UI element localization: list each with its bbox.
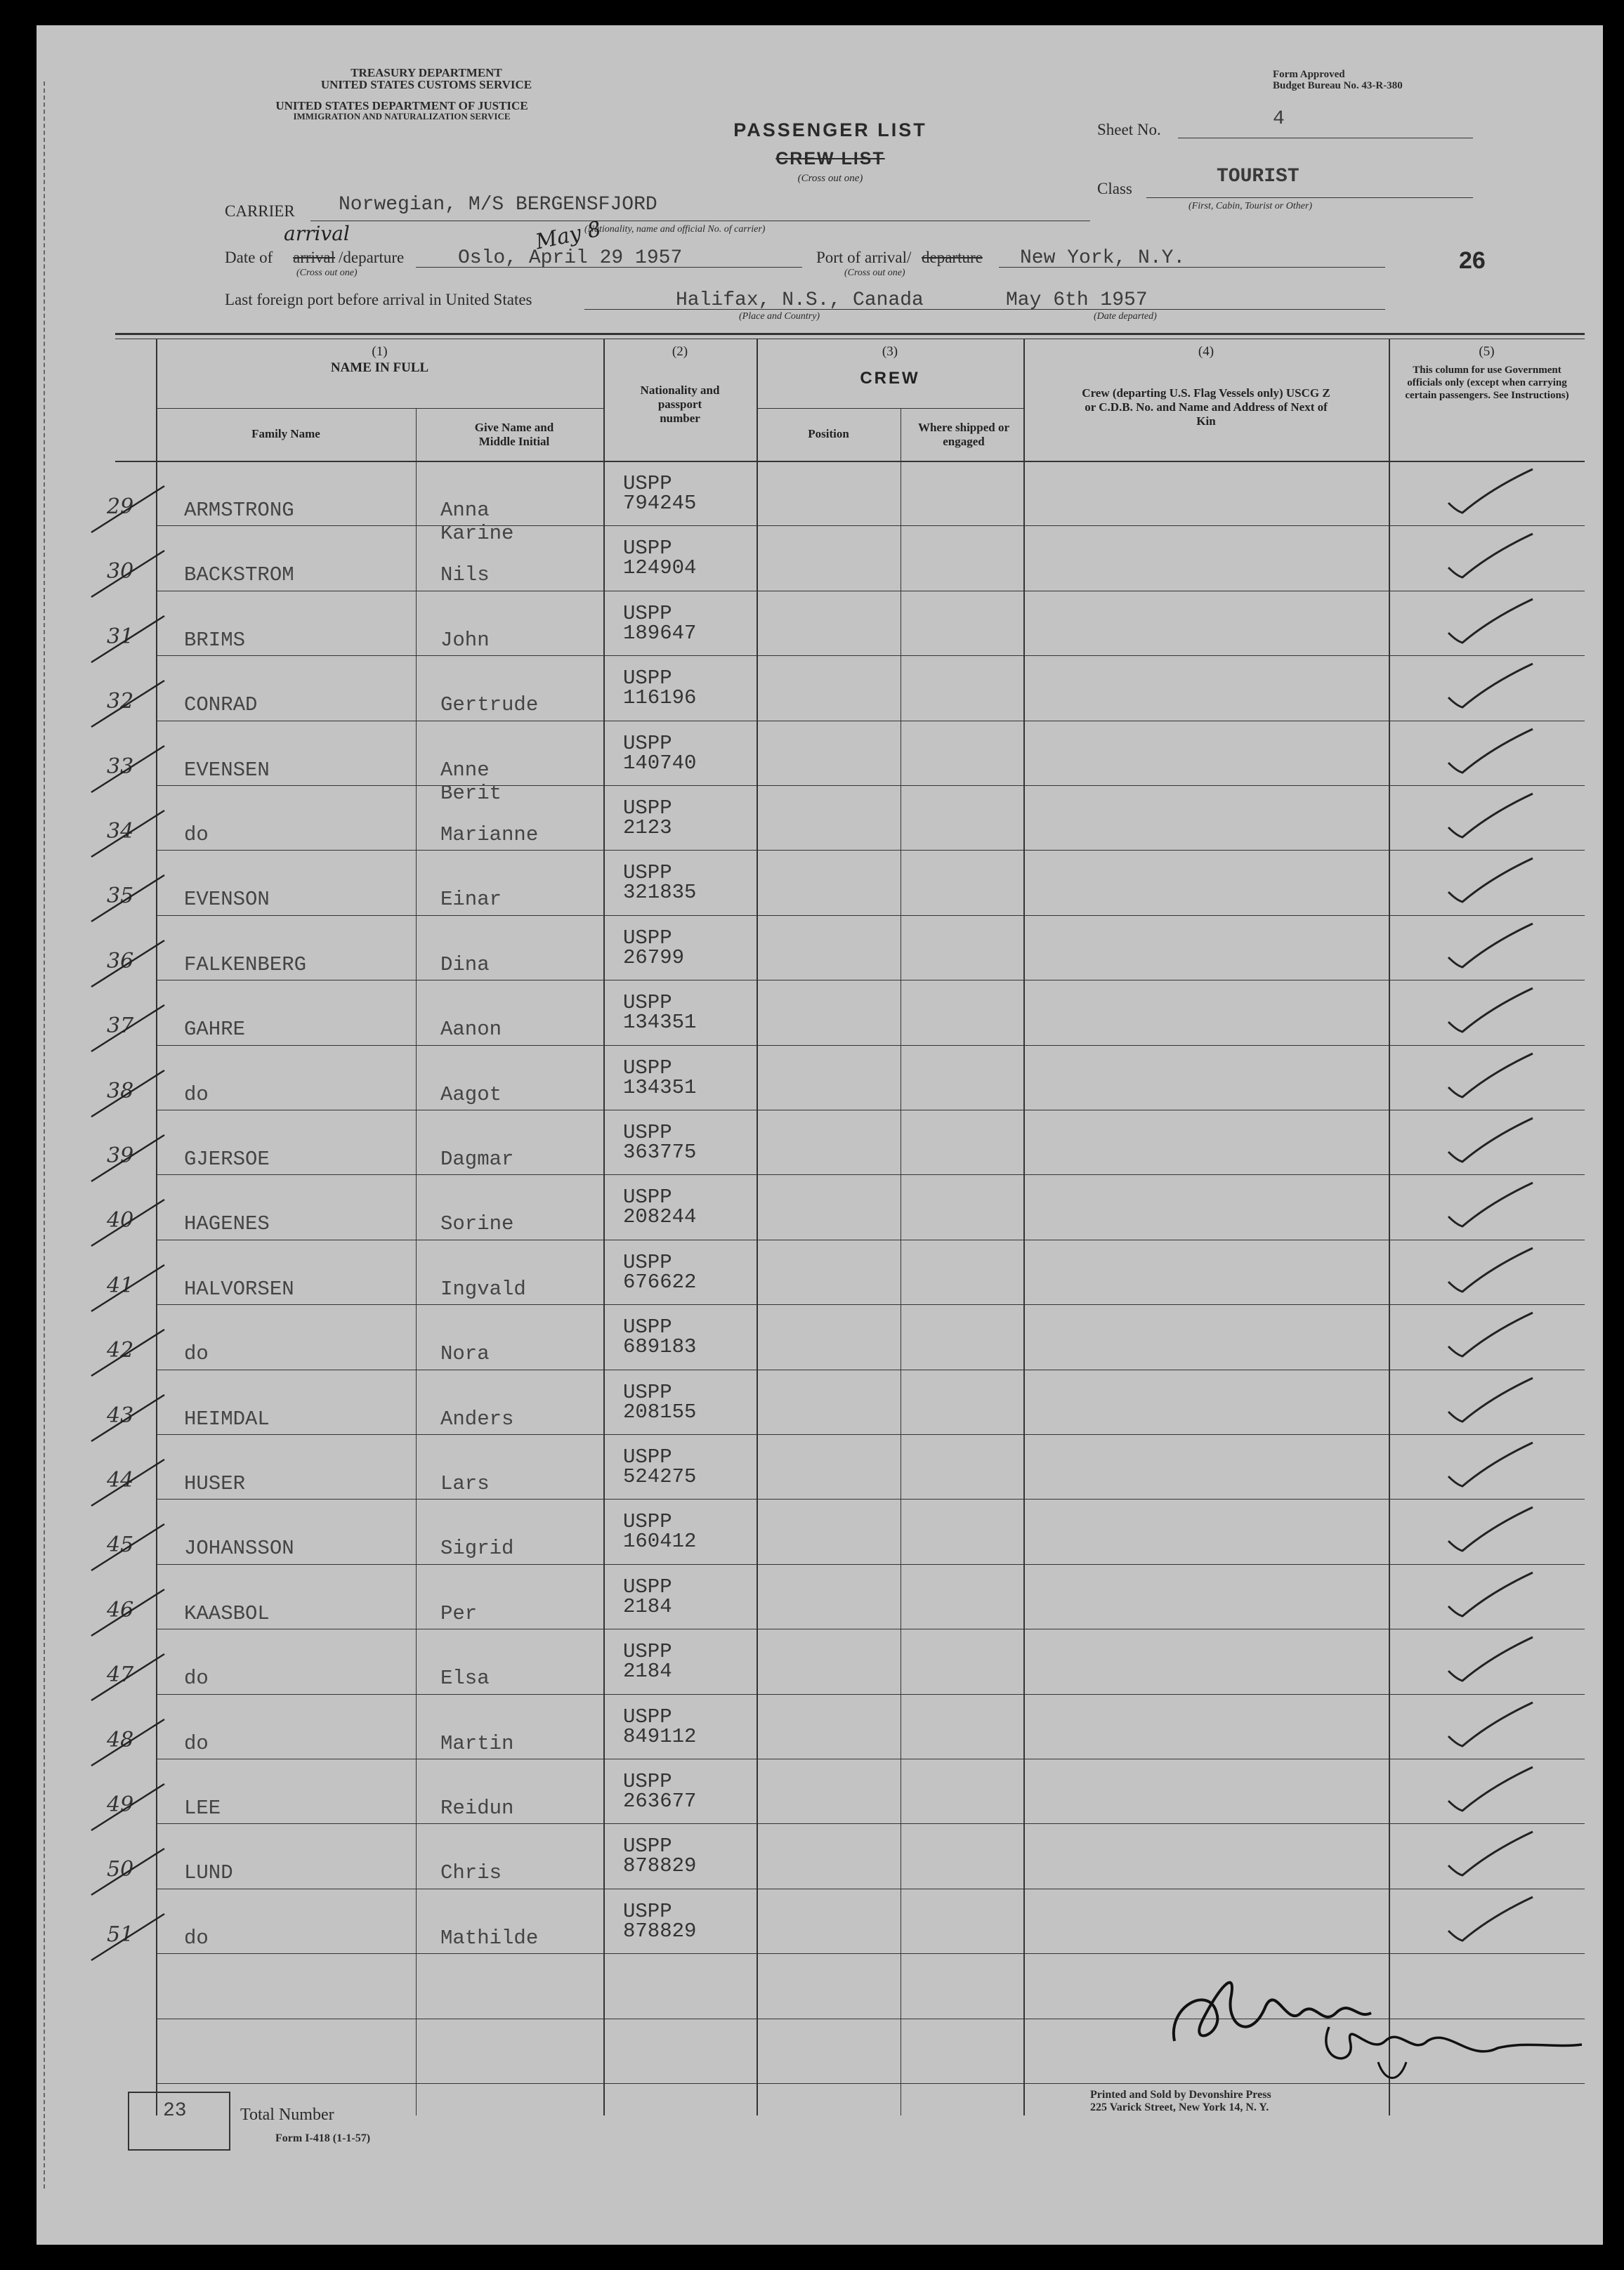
passport-number: 2184	[623, 1594, 672, 1618]
date-departed-note: (Date departed)	[1094, 311, 1157, 322]
last-port-label: Last foreign port before arrival in United States	[225, 291, 532, 308]
row-number: 33	[107, 754, 134, 779]
col-line-f	[1023, 339, 1025, 2115]
port-departure-struck: departure	[922, 249, 983, 266]
family-name: do	[184, 1926, 209, 1950]
row-number: 30	[107, 559, 134, 584]
row-number-tick-mark	[86, 742, 170, 798]
last-port-note: (Place and Country)	[739, 311, 820, 322]
family-name: EVENSON	[184, 888, 270, 912]
check-mark-icon	[1434, 1441, 1540, 1497]
passport-type: USPP	[623, 1575, 672, 1599]
family-name: do	[184, 1082, 209, 1106]
budget-bureau: Budget Bureau No. 43-R-380	[1273, 80, 1403, 91]
class-underline	[1146, 197, 1473, 198]
port-note: (Cross out one)	[844, 268, 905, 278]
passport-number: 321835	[623, 881, 697, 905]
given-name: Dina	[440, 952, 490, 976]
passport-type: USPP	[623, 796, 672, 820]
passport-type: USPP	[623, 1316, 672, 1339]
family-name: HAGENES	[184, 1212, 270, 1236]
family-name: LEE	[184, 1797, 221, 1820]
check-mark-icon	[1434, 662, 1540, 719]
carrier-note: (Nationality, name and official No. of carrier)	[584, 224, 766, 235]
row-number: 35	[107, 884, 134, 909]
check-mark-icon	[1434, 1377, 1540, 1433]
check-mark-icon	[1434, 1571, 1540, 1627]
passport-type: USPP	[623, 731, 672, 755]
given-name: Sorine	[440, 1212, 514, 1236]
date-handwritten-may: May 8	[533, 216, 603, 255]
check-mark-icon	[1434, 468, 1540, 524]
date-note: (Cross out one)	[296, 268, 358, 278]
row-number: 43	[107, 1403, 134, 1428]
check-mark-icon	[1434, 792, 1540, 848]
printer-line-1: Printed and Sold by Devonshire Press	[1090, 2089, 1271, 2101]
family-name: CONRAD	[184, 693, 258, 717]
row-rule	[156, 850, 1585, 851]
col-shipped-header: Where shipped or engaged	[917, 421, 1010, 448]
row-number: 36	[107, 948, 134, 973]
family-name: HALVORSEN	[184, 1277, 294, 1301]
sheet-label: Sheet No.	[1097, 121, 1161, 138]
row-number-tick-mark	[86, 1715, 170, 1771]
row-number-tick-mark	[86, 676, 170, 733]
passport-type: USPP	[623, 537, 672, 560]
given-name: Per	[440, 1601, 478, 1625]
passport-type: USPP	[623, 1835, 672, 1858]
date-arrival-struck: arrival	[293, 249, 336, 266]
passport-number: 208155	[623, 1400, 697, 1424]
check-mark-icon	[1434, 1181, 1540, 1238]
passport-type: USPP	[623, 472, 672, 495]
date-value: Oslo, April 29 1957	[458, 247, 683, 269]
carrier-label: CARRIER	[225, 202, 295, 220]
given-name: Anne Berit	[440, 758, 502, 805]
row-number: 29	[107, 494, 134, 519]
carrier-value: Norwegian, M/S BERGENSFJORD	[339, 194, 657, 216]
given-name: Marianne	[440, 823, 539, 846]
check-mark-icon	[1434, 1311, 1540, 1367]
check-mark-icon	[1434, 1636, 1540, 1692]
family-name: do	[184, 1342, 209, 1366]
title-note: (Cross out one)	[797, 173, 863, 184]
passport-type: USPP	[623, 1445, 672, 1469]
given-name: Dagmar	[440, 1148, 514, 1171]
row-rule	[156, 785, 1585, 786]
given-name: Elsa	[440, 1667, 490, 1691]
passport-type: USPP	[623, 1121, 672, 1144]
row-number-tick-mark	[86, 1910, 170, 1966]
date-departed-value: May 6th 1957	[1006, 289, 1148, 311]
row-number-tick-mark	[86, 806, 170, 862]
passport-type: USPP	[623, 1056, 672, 1080]
printer-line-2: 225 Varick Street, New York 14, N. Y.	[1090, 2101, 1269, 2113]
given-name: Martin	[440, 1731, 514, 1755]
family-name: HUSER	[184, 1472, 246, 1495]
col-line-b	[416, 408, 417, 2115]
col5-num: (5)	[1479, 344, 1495, 359]
row-number: 49	[107, 1792, 134, 1817]
agency-line-3: UNITED STATES DEPARTMENT OF JUSTICE	[275, 99, 528, 112]
row-rule	[156, 1564, 1585, 1565]
row-number: 45	[107, 1533, 134, 1558]
passport-number: 134351	[623, 1075, 697, 1099]
col1-num: (1)	[372, 344, 388, 359]
row-number: 38	[107, 1078, 134, 1103]
family-name: GAHRE	[184, 1018, 246, 1042]
passport-type: USPP	[623, 991, 672, 1015]
row-number-tick-mark	[86, 1455, 170, 1511]
row-number-tick-mark	[86, 1131, 170, 1187]
check-mark-icon	[1434, 728, 1540, 784]
port-label: Port of arrival/	[816, 249, 912, 266]
passport-number: 208244	[623, 1205, 697, 1229]
row-number: 48	[107, 1727, 134, 1752]
passport-number: 26799	[623, 945, 685, 969]
col5-title: This column for use Government officials only (except when carrying certain passengers. See Instructions)	[1405, 365, 1569, 401]
check-mark-icon	[1434, 987, 1540, 1043]
col-line-c	[603, 339, 605, 2115]
col2-num: (2)	[672, 344, 688, 359]
check-mark-icon	[1434, 1117, 1540, 1173]
row-number-tick-mark	[86, 1391, 170, 1447]
given-name: Lars	[440, 1472, 490, 1495]
row-number-tick-mark	[86, 1650, 170, 1706]
header-bottom-rule	[115, 461, 1585, 462]
family-name: GJERSOE	[184, 1148, 270, 1171]
given-name: Anna Karine	[440, 499, 514, 545]
row-rule	[156, 1174, 1585, 1175]
check-mark-icon	[1434, 1247, 1540, 1303]
passport-number: 124904	[623, 556, 697, 580]
family-name: do	[184, 1667, 209, 1691]
family-name: KAASBOL	[184, 1601, 270, 1625]
row-number: 50	[107, 1857, 134, 1882]
family-name: FALKENBERG	[184, 952, 307, 976]
passport-number: 878829	[623, 1854, 697, 1878]
row-rule	[156, 525, 1585, 526]
row-number-tick-mark	[86, 1780, 170, 1836]
given-name: Gertrude	[440, 693, 539, 717]
given-name: Sigrid	[440, 1537, 514, 1561]
title-crew-list: CREW LIST	[775, 149, 885, 169]
passport-number: 676622	[623, 1270, 697, 1294]
given-name: John	[440, 628, 490, 652]
col-given-header: Give Name and Middle Initial	[474, 421, 554, 448]
passport-type: USPP	[623, 1705, 672, 1728]
given-name: Anders	[440, 1407, 514, 1431]
row-number: 40	[107, 1208, 134, 1233]
row-number: 47	[107, 1662, 134, 1688]
check-mark-icon	[1434, 1830, 1540, 1887]
row-number-tick-mark	[86, 482, 170, 538]
family-name: LUND	[184, 1861, 233, 1885]
row-number: 31	[107, 624, 134, 649]
row-number-tick-mark	[86, 1325, 170, 1382]
family-name: BRIMS	[184, 628, 246, 652]
row-number-tick-mark	[86, 1066, 170, 1122]
row-rule	[156, 915, 1585, 916]
family-name: EVENSEN	[184, 758, 270, 782]
col-family-header: Family Name	[251, 427, 320, 440]
passport-number: 689183	[623, 1335, 697, 1359]
col-line-g	[1389, 339, 1390, 2115]
check-mark-icon	[1434, 857, 1540, 913]
date-arrival-handwritten: arrival	[284, 222, 350, 245]
agency-line-1: TREASURY DEPARTMENT	[351, 66, 502, 79]
check-mark-icon	[1434, 1052, 1540, 1108]
passport-number: 189647	[623, 621, 697, 645]
given-name: Einar	[440, 888, 502, 912]
page-number: 26	[1459, 247, 1486, 274]
row-rule	[156, 1694, 1585, 1695]
row-rule	[156, 1823, 1585, 1824]
port-value: New York, N.Y.	[1020, 247, 1186, 269]
row-number-tick-mark	[86, 1520, 170, 1576]
passport-type: USPP	[623, 861, 672, 885]
row-number: 39	[107, 1143, 134, 1168]
col1-title: NAME IN FULL	[330, 360, 429, 375]
passport-number: 849112	[623, 1724, 697, 1748]
row-number: 42	[107, 1338, 134, 1363]
check-mark-icon	[1434, 1701, 1540, 1757]
table-top-rule	[115, 333, 1585, 335]
family-name: ARMSTRONG	[184, 499, 294, 522]
row-rule	[156, 1045, 1585, 1046]
row-number-tick-mark	[86, 546, 170, 603]
passport-number: 160412	[623, 1530, 697, 1554]
total-value: 23	[163, 2100, 187, 2122]
passport-type: USPP	[623, 1770, 672, 1793]
passport-number: 140740	[623, 751, 697, 775]
last-port-value: Halifax, N.S., Canada	[676, 289, 924, 311]
given-name: Ingvald	[440, 1277, 526, 1301]
col4-title: Crew (departing U.S. Flag Vessels only) USCG Z or C.D.B. No. and Name and Address of Next of Kin	[1082, 386, 1330, 428]
agency-line-4: IMMIGRATION AND NATURALIZATION SERVICE	[293, 111, 511, 122]
passport-number: 878829	[623, 1919, 697, 1943]
date-departure: /departure	[339, 249, 405, 266]
row-number-tick-mark	[86, 1585, 170, 1641]
given-name: Mathilde	[440, 1926, 539, 1950]
passport-number: 794245	[623, 492, 697, 515]
passenger-list-document	[37, 25, 1603, 2245]
col-position-header: Position	[808, 427, 849, 440]
col2-title: Nationality and passport number	[640, 383, 720, 425]
col-line-d	[757, 339, 758, 2115]
row-number-tick-mark	[86, 612, 170, 668]
class-note: (First, Cabin, Tourist or Other)	[1188, 201, 1313, 211]
row-number: 32	[107, 689, 134, 714]
col4-num: (4)	[1198, 344, 1214, 359]
row-number-tick-mark	[86, 1195, 170, 1252]
check-mark-icon	[1434, 1766, 1540, 1822]
passport-type: USPP	[623, 1250, 672, 1274]
check-mark-icon	[1434, 1506, 1540, 1562]
row-number-tick-mark	[86, 936, 170, 992]
given-name: Aagot	[440, 1082, 502, 1106]
given-name: Chris	[440, 1861, 502, 1885]
subheader-rule-3	[757, 408, 1023, 409]
given-name: Aanon	[440, 1018, 502, 1042]
agency-line-2: UNITED STATES CUSTOMS SERVICE	[320, 78, 532, 91]
row-number: 34	[107, 819, 134, 844]
family-name: do	[184, 1731, 209, 1755]
total-label: Total Number	[240, 2106, 334, 2124]
passport-type: USPP	[623, 1380, 672, 1404]
row-number-tick-mark	[86, 871, 170, 927]
given-name: Reidun	[440, 1797, 514, 1820]
given-name: Nora	[440, 1342, 490, 1366]
family-name: BACKSTROM	[184, 563, 294, 587]
row-number: 51	[107, 1922, 134, 1947]
class-label: Class	[1097, 180, 1132, 197]
class-value: TOURIST	[1217, 166, 1299, 188]
sheet-value: 4	[1273, 108, 1285, 130]
family-name: do	[184, 823, 209, 846]
col3-title: CREW	[860, 369, 920, 388]
passport-number: 524275	[623, 1465, 697, 1488]
row-rule	[156, 655, 1585, 656]
check-mark-icon	[1434, 922, 1540, 978]
row-number-tick-mark	[86, 1261, 170, 1317]
passport-number: 116196	[623, 686, 697, 710]
row-number: 41	[107, 1273, 134, 1298]
form-approved: Form Approved	[1273, 69, 1345, 80]
passport-type: USPP	[623, 1640, 672, 1664]
passport-type: USPP	[623, 1186, 672, 1209]
title-passenger-list: PASSENGER LIST	[733, 119, 927, 140]
date-label: Date of	[225, 249, 273, 266]
row-number-tick-mark	[86, 1001, 170, 1057]
family-name: JOHANSSON	[184, 1537, 294, 1561]
row-number: 37	[107, 1013, 134, 1039]
inspector-signature	[1146, 1922, 1596, 2104]
row-rule	[156, 1304, 1585, 1305]
passport-type: USPP	[623, 1899, 672, 1923]
row-number: 44	[107, 1468, 134, 1492]
passport-number: 2123	[623, 816, 672, 839]
row-rule	[156, 1434, 1585, 1435]
row-number: 46	[107, 1597, 134, 1622]
passport-type: USPP	[623, 601, 672, 625]
family-name: HEIMDAL	[184, 1407, 270, 1431]
subheader-rule-1	[156, 408, 603, 409]
col3-num: (3)	[882, 344, 898, 359]
check-mark-icon	[1434, 532, 1540, 589]
passport-number: 134351	[623, 1011, 697, 1035]
passport-number: 2184	[623, 1660, 672, 1684]
passport-type: USPP	[623, 926, 672, 950]
form-number: Form I-418 (1-1-57)	[275, 2132, 371, 2144]
passport-number: 363775	[623, 1141, 697, 1164]
row-rule	[156, 1499, 1585, 1500]
passport-type: USPP	[623, 1510, 672, 1534]
check-mark-icon	[1434, 598, 1540, 654]
binding-edge	[44, 81, 45, 2189]
passport-number: 263677	[623, 1790, 697, 1813]
passport-type: USPP	[623, 667, 672, 690]
row-number-tick-mark	[86, 1844, 170, 1901]
given-name: Nils	[440, 563, 490, 587]
